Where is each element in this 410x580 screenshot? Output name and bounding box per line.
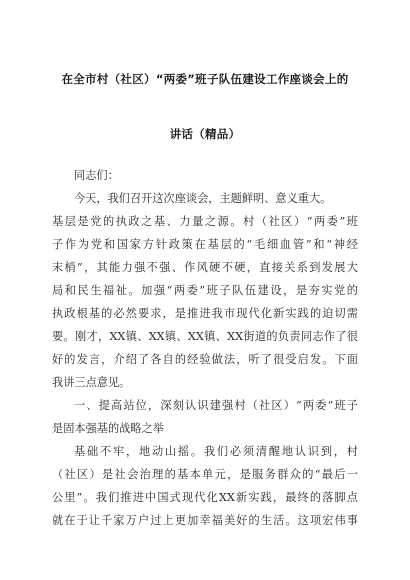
text-line: 我讲三点意见。 xyxy=(52,376,131,389)
text-line: 好的发言，介绍了各自的经验做法，听了很受启发。下面 xyxy=(52,353,358,366)
text-line: 要。刚才，XX镇、XX镇、XX镇、XX街道的负责同志作了很 xyxy=(52,330,358,343)
text-line: 今天，我们召开这次座谈会，主题鲜明、意义重大。 xyxy=(74,192,332,205)
body-text xyxy=(52,187,358,532)
greeting-text: 同志们： xyxy=(74,169,119,182)
text-line: 局和民生福祉。加强“两委”班子队伍建设，是夯实党的 xyxy=(52,284,358,297)
text-line: 末梢”，其能力强不强、作风硬不硬，直接关系到发展大 xyxy=(52,261,358,274)
section-heading-line: 一、提高站位，深刻认识建强村（社区）“两委”班子 xyxy=(74,399,358,412)
text-line: 基层是党的执政之基、力量之源。村（社区）“两委”班 xyxy=(52,215,358,228)
text-line: 公里”。我们推进中国式现代化XX新实践，最终的落脚点 xyxy=(52,491,358,504)
text-line: （社区）是社会治理的基本单元，是服务群众的“最后一 xyxy=(52,468,358,481)
document-title-line-1: 在全市村（社区）“两委”班子队伍建设工作座谈会上的 xyxy=(61,72,349,86)
text-line: 子作为党和国家方针政策在基层的“毛细血管”和“神经 xyxy=(52,238,358,251)
text-line: 执政根基的必然要求，是推进我市现代化新实践的迫切需 xyxy=(52,307,358,320)
document-title-line-2: 讲话（精品） xyxy=(169,127,241,141)
text-line: 就在于让千家万户过上更加幸福美好的生活。这项宏伟事 xyxy=(52,514,358,527)
greeting xyxy=(52,164,358,187)
section-heading-line: 是固本强基的战略之举 xyxy=(52,422,164,435)
text-line: 基础不牢，地动山摇。我们必须清醒地认识到，村 xyxy=(74,445,358,458)
